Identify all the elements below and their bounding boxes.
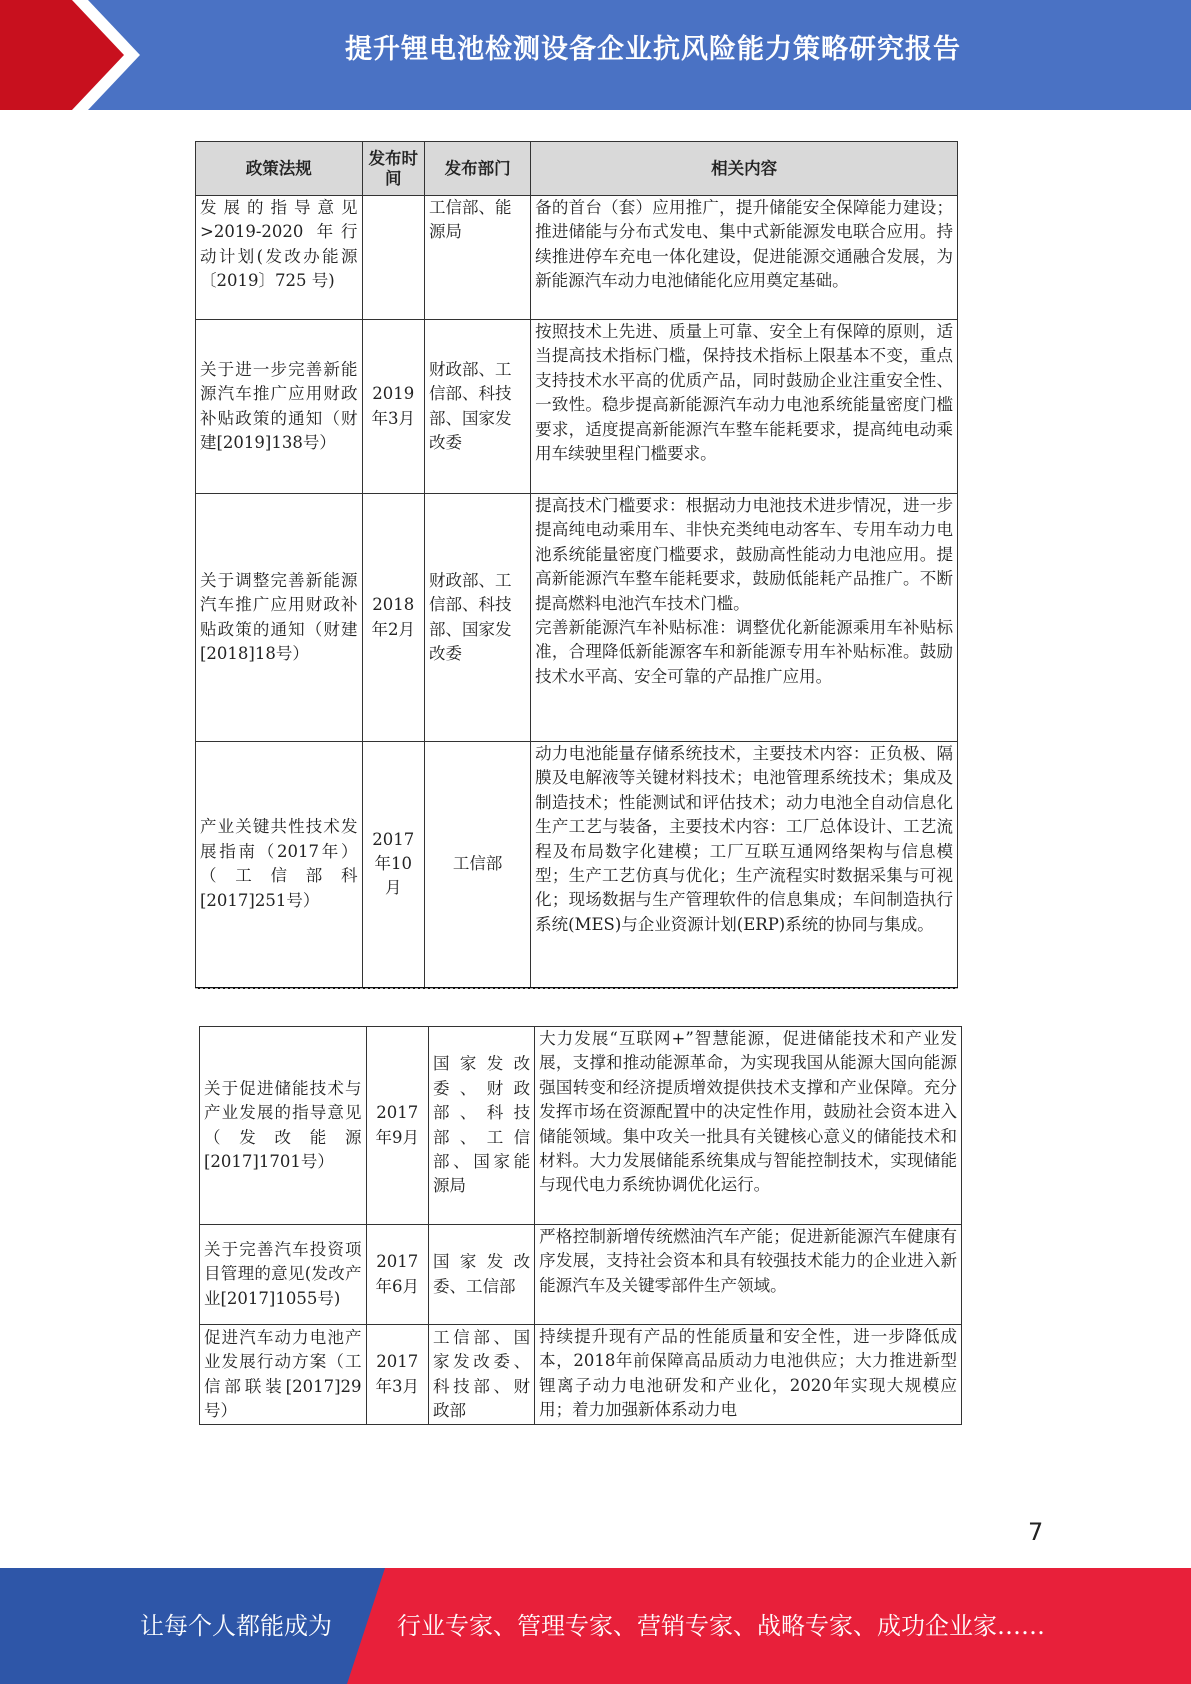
header-content: 相关内容 — [531, 142, 958, 196]
date-cell: 2017年9月 — [366, 1027, 428, 1225]
table-row — [196, 494, 958, 742]
content-cell: 动力电池能量存储系统技术，主要技术内容：正负极、隔膜及电解液等关键材料技术；电池管理系统技术；集成及制造技术；性能测试和评估技术；动力电池全自动信息化生产工艺与装备，主要技术内容：工厂总体设计、工艺流程及布局数字化建模；工厂互联互通网络架构与信息模型；生产工艺仿真与优化；生产流程实时数据采集与可视化；现场数据与生产管理软件的信息集成；车间制造执行系统(MES)与企业资源计划(ERP)系统的协同与集成。 — [531, 742, 958, 988]
page-number: 7 — [1028, 1518, 1044, 1546]
footer-slogan-right: 行业专家、管理专家、营销专家、战略专家、成功企业家…… — [397, 1612, 1045, 1640]
policy-cell: 发展的指导意见>2019-2020 年行动计划(发改办能源〔2019〕725 号) — [196, 196, 363, 320]
dept-cell: 工信部 — [425, 742, 531, 988]
date-cell: 2019年3月 — [362, 320, 424, 494]
header-dept: 发布部门 — [425, 142, 531, 196]
content-paragraph-1: 提高技术门槛要求：根据动力电池技术进步情况，进一步提高纯电动乘用车、非快充类纯电动客车、专用车动力电池系统能量密度门槛要求，鼓励高性能动力电池应用。提高新能源汽车整车能耗要求，鼓励低能耗产品推广。不断提高燃料电池汽车技术门槛。 — [535, 496, 953, 613]
header-red-chevron-icon — [0, 0, 150, 110]
policy-cell: 产业关键共性技术发展指南（2017年）（工信部科[2017]251号） — [196, 742, 363, 988]
content-cell: 严格控制新增传统燃油汽车产能；促进新能源汽车健康有序发展，支持社会资本和具有较强技术能力的企业进入新能源汽车及关键零部件生产领域。 — [535, 1225, 962, 1325]
content-cell — [531, 494, 958, 742]
table-row — [196, 742, 958, 988]
policy-cell: 关于完善汽车投资项目管理的意见(发改产业[2017]1055号) — [200, 1225, 367, 1325]
page-footer — [0, 1568, 1191, 1684]
footer-slogan-left: 让每个人都能成为 — [140, 1612, 332, 1640]
table-header-row — [196, 142, 958, 196]
table-row — [196, 196, 958, 320]
date-cell: 2017年10月 — [362, 742, 424, 988]
content-cell: 备的首台（套）应用推广，提升储能安全保障能力建设；推进储能与分布式发电、集中式新能源发电联合应用。持续推进停车充电一体化建设，促进能源交通融合发展，为新能源汽车动力电池储能化应用奠定基础。 — [531, 196, 958, 320]
content-paragraph-2: 完善新能源汽车补贴标准：调整优化新能源乘用车补贴标准，合理降低新能源客车和新能源专用车补贴标准。鼓励技术水平高、安全可靠的产品推广应用。 — [535, 618, 953, 686]
page-header — [0, 0, 1191, 110]
date-cell: 2017年3月 — [366, 1325, 428, 1425]
content-cell: 按照技术上先进、质量上可靠、安全上有保障的原则，适当提高技术指标门槛，保持技术指标上限基本不变，重点支持技术水平高的优质产品，同时鼓励企业注重安全性、一致性。稳步提高新能源汽车动力电池系统能量密度门槛要求，适度提高新能源汽车整车能耗要求，提高纯电动乘用车续驶里程门槛要求。 — [531, 320, 958, 494]
dept-cell: 工信部、国家发改委、科技部、财政部 — [429, 1325, 535, 1425]
date-cell — [362, 196, 424, 320]
table-row — [200, 1325, 962, 1425]
header-policy: 政策法规 — [196, 142, 363, 196]
table-row — [200, 1027, 962, 1225]
table-row — [196, 320, 958, 494]
report-title: 提升锂电池检测设备企业抗风险能力策略研究报告 — [345, 34, 961, 65]
policy-cell: 促进汽车动力电池产业发展行动方案（工信部联装[2017]29号） — [200, 1325, 367, 1425]
dept-cell: 国家发改委、工信部 — [429, 1225, 535, 1325]
date-cell: 2018年2月 — [362, 494, 424, 742]
dept-cell: 财政部、工信部、科技部、国家发改委 — [425, 494, 531, 742]
dept-cell: 国家发改委、财政部、科技部、工信部、国家能源局 — [429, 1027, 535, 1225]
content-cell: 持续提升现有产品的性能质量和安全性，进一步降低成本，2018年前保障高品质动力电池供应；大力推进新型锂离子动力电池研发和产业化，2020年实现大规模应用；着力加强新体系动力电 — [535, 1325, 962, 1425]
policy-cell: 关于调整完善新能源汽车推广应用财政补贴政策的通知（财建[2018]18号） — [196, 494, 363, 742]
policy-cell: 关于促进储能技术与产业发展的指导意见（发改能源[2017]1701号） — [200, 1027, 367, 1225]
content-cell: 大力发展“互联网+”智慧能源，促进储能技术和产业发展，支撑和推动能源革命，为实现我国从能源大国向能源强国转变和经济提质增效提供技术支撑和产业保障。充分发挥市场在资源配置中的决定性作用，鼓励社会资本进入储能领域。集中攻关一批具有关键核心意义的储能技术和材料。大力发展储能系统集成与智能控制技术，实现储能与现代电力系统协调优化运行。 — [535, 1027, 962, 1225]
dept-cell: 工信部、能源局 — [425, 196, 531, 320]
dept-cell: 财政部、工信部、科技部、国家发改委 — [425, 320, 531, 494]
policy-table-part-1 — [195, 141, 958, 989]
policy-table-part-2 — [199, 1026, 962, 1425]
table-row — [200, 1225, 962, 1325]
policy-cell: 关于进一步完善新能源汽车推广应用财政补贴政策的通知（财建[2019]138号） — [196, 320, 363, 494]
date-cell: 2017年6月 — [366, 1225, 428, 1325]
cut-off-row-line — [195, 988, 958, 991]
header-date: 发布时间 — [362, 142, 424, 196]
